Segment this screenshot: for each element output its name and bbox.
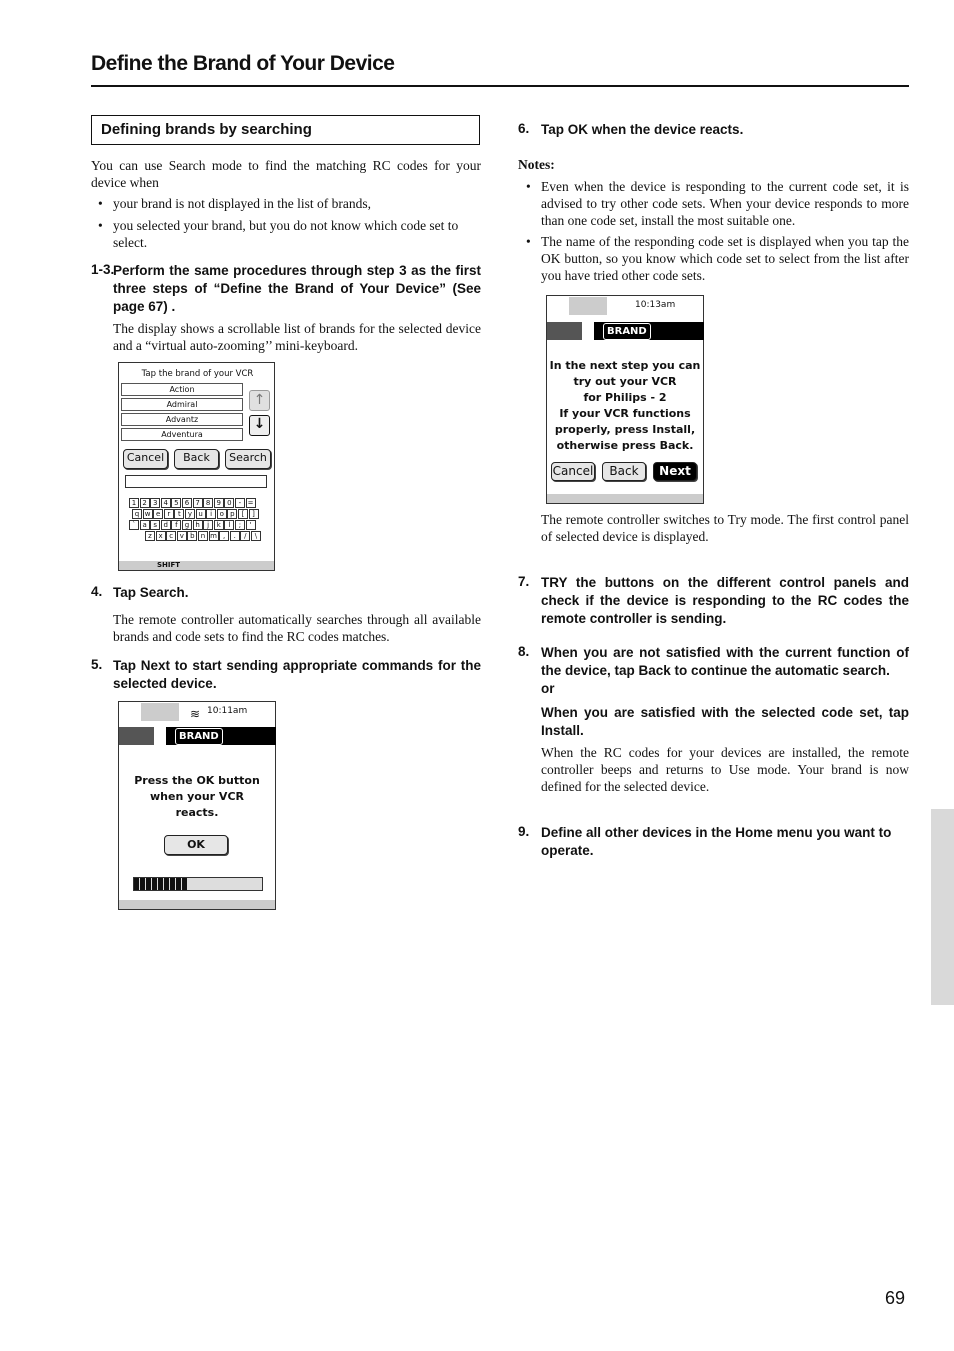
tab-block bbox=[547, 322, 582, 340]
message-line: properly, press Install, bbox=[554, 423, 696, 436]
shift-bar[interactable] bbox=[119, 561, 274, 570]
up-arrow-icon[interactable]: ↑ bbox=[249, 390, 270, 411]
brand-list-item[interactable]: Action bbox=[121, 383, 243, 396]
back-button[interactable]: Back bbox=[174, 449, 219, 469]
ok-button[interactable]: OK bbox=[164, 835, 228, 855]
progress-fill bbox=[134, 878, 188, 890]
step-number: 6. bbox=[518, 121, 530, 136]
message-line: In the next step you can bbox=[549, 359, 701, 372]
message-line: Press the OK button bbox=[134, 774, 260, 787]
brand-list-item[interactable]: Adventura bbox=[121, 428, 243, 441]
message-line: for Philips - 2 bbox=[583, 391, 667, 404]
note-text: Even when the device is responding to the current code set, it is advised to try other code sets. When your device responds to more than one code set, install the most suitable one. bbox=[541, 179, 909, 228]
brand-label: BRAND bbox=[603, 323, 651, 340]
step-8-text: When you are not satisfied with the current function of the device, tap Back to continue the automatic search. bbox=[541, 645, 909, 678]
brand-list-item[interactable]: Advantz bbox=[121, 413, 243, 426]
press-ok-screen bbox=[118, 701, 276, 910]
cancel-button[interactable]: Cancel bbox=[551, 462, 595, 481]
note-item: • The name of the responding code set is displayed when you tap the OK button, so you know which code set to select from the list after you have tried other code sets. bbox=[526, 234, 909, 283]
brand-list-screen bbox=[118, 362, 275, 571]
screen-header: Tap the brand of your VCR bbox=[141, 369, 254, 379]
next-button[interactable]: Next bbox=[653, 462, 697, 481]
clock-time: 10:13am bbox=[635, 300, 676, 310]
bullet-item: • your brand is not displayed in the list of brands, bbox=[98, 196, 371, 211]
side-tab bbox=[931, 809, 954, 1005]
title-rule bbox=[91, 85, 909, 87]
clock-time: 10:11am bbox=[207, 706, 248, 716]
signal-icon: ≋ bbox=[190, 707, 201, 721]
search-button[interactable]: Search bbox=[225, 449, 271, 469]
page-number: 69 bbox=[885, 1288, 906, 1308]
step-number: 9. bbox=[518, 824, 530, 839]
step-6-text: Tap OK when the device reacts. bbox=[541, 122, 744, 137]
keyboard-row-4[interactable]: z x c v b n m , . / \ bbox=[145, 531, 262, 541]
keyboard-row-3[interactable]: ` a s d f g h j k l ; ' bbox=[129, 520, 256, 530]
bullet-text: your brand is not displayed in the list of brands, bbox=[113, 196, 371, 211]
page-title: Define the Brand of Your Device bbox=[91, 52, 395, 75]
brand-label: BRAND bbox=[175, 728, 223, 745]
step-8-body: When the RC codes for your devices are installed, the remote controller beeps and returns to Use mode. Your brand is now defined for the selected device. bbox=[541, 745, 909, 794]
progress-bar bbox=[133, 877, 263, 891]
try-out-screen bbox=[546, 295, 704, 504]
status-block bbox=[569, 297, 607, 315]
message-line: otherwise press Back. bbox=[556, 439, 694, 452]
step-1-3-text: Perform the same procedures through step 3 as the first three steps of “Define the Brand of Your Device” (See page 67) . bbox=[113, 263, 481, 314]
step-number: 5. bbox=[91, 657, 103, 672]
step-number: 7. bbox=[518, 574, 530, 589]
step-1-3-body: The display shows a scrollable list of brands for the selected device and a “virtual auto-zooming’’ mini-keyboard. bbox=[113, 321, 481, 353]
note-item: • Even when the device is responding to the current code set, it is advised to try other code sets. When your device responds to more than one code set, install the most suitable one. bbox=[526, 179, 909, 228]
keyboard-row-1[interactable]: 1 2 3 4 5 6 7 8 9 0 - = bbox=[129, 498, 256, 508]
step-4-text: Tap Search. bbox=[113, 585, 189, 600]
brand-list-item[interactable]: Admiral bbox=[121, 398, 243, 411]
bottom-bar bbox=[547, 494, 703, 503]
bottom-bar bbox=[119, 900, 275, 909]
brand-search-input[interactable] bbox=[125, 475, 267, 488]
notes-label: Notes: bbox=[518, 157, 555, 172]
step-8b-text: When you are satisfied with the selected code set, tap Install. bbox=[541, 705, 909, 738]
cancel-button[interactable]: Cancel bbox=[123, 449, 168, 469]
message-line: If your VCR functions bbox=[559, 407, 691, 420]
bullet-item: • you selected your brand, but you do not know which code set to select. bbox=[98, 218, 459, 250]
step-number: 1-3. bbox=[91, 262, 115, 277]
message-line: try out your VCR bbox=[573, 375, 677, 388]
keyboard-row-2[interactable]: q w e r t y u i o p [ ] bbox=[132, 509, 259, 519]
step-number: 4. bbox=[91, 584, 103, 599]
message-line: when your VCR bbox=[150, 790, 244, 803]
step-9-text: Define all other devices in the Home menu you want to operate. bbox=[541, 825, 892, 858]
message-line: reacts. bbox=[175, 806, 219, 819]
tab-block bbox=[119, 727, 154, 745]
status-block bbox=[141, 703, 179, 721]
down-arrow-icon[interactable]: ↓ bbox=[249, 415, 270, 436]
intro-text: You can use Search mode to find the matching RC codes for your device when bbox=[91, 158, 481, 190]
shift-label: SHIFT bbox=[157, 561, 181, 569]
section-heading: Defining brands by searching bbox=[91, 115, 480, 145]
step-8-or: or bbox=[541, 681, 555, 696]
step-5-text: Tap Next to start sending appropriate commands for the selected device. bbox=[113, 658, 481, 691]
bullet-text: you selected your brand, but you do not know which code set to select. bbox=[113, 218, 459, 250]
step-4-body: The remote controller automatically searches through all available brands and code sets to find the RC codes matches. bbox=[113, 612, 481, 644]
step-number: 8. bbox=[518, 644, 530, 659]
step-7-text: TRY the buttons on the different control panels and check if the device is responding to the RC codes the remote controller is sending. bbox=[541, 575, 909, 626]
back-button[interactable]: Back bbox=[602, 462, 646, 481]
note-text: The name of the responding code set is displayed when you tap the OK button, so you know which code set to select from the list after you have tried other code sets. bbox=[541, 234, 909, 283]
try-mode-body: The remote controller switches to Try mode. The first control panel of selected device is displayed. bbox=[541, 512, 909, 544]
